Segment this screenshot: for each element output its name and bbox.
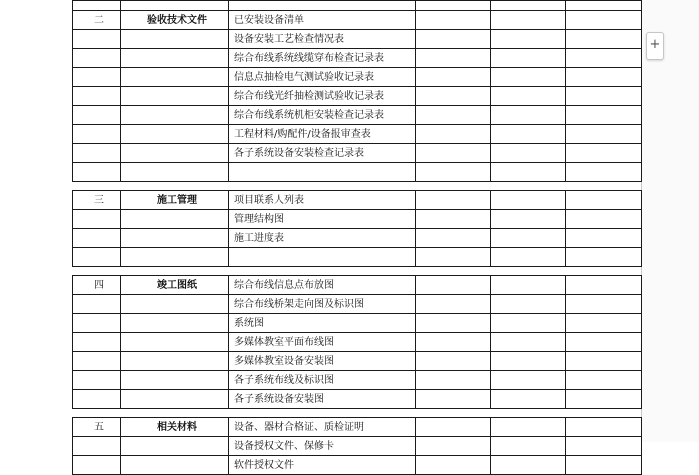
table-cell	[416, 418, 491, 437]
table-cell	[491, 11, 566, 30]
document-item: 各子系统设备安装图	[229, 390, 416, 409]
table-cell	[73, 352, 121, 371]
table-cell	[121, 144, 229, 163]
table-cell	[416, 125, 491, 144]
table-cell	[121, 437, 229, 456]
table-cell	[73, 390, 121, 409]
table-cell	[566, 418, 642, 437]
table-cell	[491, 418, 566, 437]
document-item: 综合布线系统线缆穿布检查记录表	[229, 49, 416, 68]
table-cell	[566, 87, 642, 106]
document-item: 综合布线信息点布放图	[229, 276, 416, 295]
table-row	[73, 11, 642, 30]
table-cell	[73, 163, 121, 182]
table-cell	[566, 163, 642, 182]
document-item: 各子系统设备安装检查记录表	[229, 144, 416, 163]
table-cell	[73, 456, 121, 475]
table-cell	[491, 390, 566, 409]
spacer-cell	[73, 267, 642, 276]
table-cell	[416, 352, 491, 371]
table-cell	[73, 125, 121, 144]
table-cell	[566, 191, 642, 210]
document-item: 信息点抽检电气测试验收记录表	[229, 68, 416, 87]
table-cell	[566, 352, 642, 371]
table-cell	[416, 390, 491, 409]
table-cell	[73, 210, 121, 229]
table-row	[73, 371, 642, 390]
table-cell	[566, 371, 642, 390]
table-cell	[416, 49, 491, 68]
document-item: 设备安装工艺检查情况表	[229, 30, 416, 49]
table-row	[73, 333, 642, 352]
table-cell	[229, 1, 416, 11]
document-item	[229, 248, 416, 267]
table-row	[73, 30, 642, 49]
section-number: 三	[73, 191, 121, 210]
spacer-cell	[73, 409, 642, 418]
table-cell	[121, 163, 229, 182]
table-cell	[491, 437, 566, 456]
table-row	[73, 248, 642, 267]
section-title: 验收技术文件	[121, 11, 229, 30]
section-number: 五	[73, 418, 121, 437]
table-cell	[73, 106, 121, 125]
table-cell	[566, 125, 642, 144]
table-row	[73, 314, 642, 333]
document-item: 项目联系人列表	[229, 191, 416, 210]
table-cell	[566, 49, 642, 68]
table-cell	[121, 106, 229, 125]
table-row	[73, 49, 642, 68]
section-spacer	[73, 267, 642, 276]
table-row	[73, 390, 642, 409]
table-cell	[73, 144, 121, 163]
table-cell	[416, 30, 491, 49]
table-cell	[566, 68, 642, 87]
table-cell	[491, 163, 566, 182]
table-row	[73, 276, 642, 295]
table-cell	[566, 144, 642, 163]
table-cell	[73, 229, 121, 248]
table-cell	[416, 333, 491, 352]
table-cell	[416, 144, 491, 163]
table-cell	[416, 68, 491, 87]
table-row	[73, 1, 642, 11]
table-cell	[491, 229, 566, 248]
table-cell	[491, 314, 566, 333]
table-cell	[491, 30, 566, 49]
table-cell	[73, 87, 121, 106]
document-item: 施工进度表	[229, 229, 416, 248]
table-cell	[566, 229, 642, 248]
table-cell	[73, 248, 121, 267]
table-cell	[416, 314, 491, 333]
table-cell	[121, 30, 229, 49]
table-row	[73, 163, 642, 182]
document-item: 工程材料/购配件/设备报审查表	[229, 125, 416, 144]
document-item	[229, 163, 416, 182]
table-cell	[566, 11, 642, 30]
table-row	[73, 418, 642, 437]
section-number: 四	[73, 276, 121, 295]
table-cell	[416, 1, 491, 11]
table-cell	[566, 333, 642, 352]
table-row	[73, 229, 642, 248]
table-cell	[491, 125, 566, 144]
table-cell	[491, 144, 566, 163]
table-row	[73, 125, 642, 144]
document-item: 管理结构图	[229, 210, 416, 229]
table-cell	[121, 125, 229, 144]
table-cell	[566, 276, 642, 295]
table-cell	[566, 456, 642, 475]
table-cell	[491, 1, 566, 11]
section-title: 相关材料	[121, 418, 229, 437]
table-cell	[121, 456, 229, 475]
table-cell	[491, 49, 566, 68]
table-cell	[416, 437, 491, 456]
table-cell	[416, 191, 491, 210]
table-cell	[491, 295, 566, 314]
right-gutter	[642, 0, 699, 442]
table-cell	[416, 163, 491, 182]
table-cell	[491, 248, 566, 267]
table-cell	[416, 295, 491, 314]
table-cell	[491, 371, 566, 390]
table-cell	[121, 68, 229, 87]
table-cell	[73, 49, 121, 68]
table-cell	[121, 210, 229, 229]
table-cell	[121, 49, 229, 68]
table-cell	[491, 210, 566, 229]
table-cell	[416, 229, 491, 248]
table-cell	[73, 68, 121, 87]
table-cell	[566, 210, 642, 229]
table-row	[73, 352, 642, 371]
table-cell	[73, 314, 121, 333]
section-title: 施工管理	[121, 191, 229, 210]
table-cell	[73, 295, 121, 314]
document-item: 已安装设备清单	[229, 11, 416, 30]
table-cell	[566, 248, 642, 267]
table-row	[73, 68, 642, 87]
table-row	[73, 144, 642, 163]
table-cell	[73, 1, 121, 11]
table-cell	[121, 248, 229, 267]
expand-button[interactable]: +	[646, 32, 664, 60]
table-cell	[121, 371, 229, 390]
table-cell	[566, 314, 642, 333]
spacer-cell	[73, 182, 642, 191]
table-row	[73, 191, 642, 210]
document-item: 系统图	[229, 314, 416, 333]
table-cell	[73, 333, 121, 352]
table-cell	[491, 68, 566, 87]
document-item: 多媒体教室平面布线图	[229, 333, 416, 352]
table-cell	[121, 229, 229, 248]
table-row	[73, 87, 642, 106]
document-item: 设备授权文件、保修卡	[229, 437, 416, 456]
table-cell	[121, 352, 229, 371]
table-cell	[121, 295, 229, 314]
table-cell	[416, 371, 491, 390]
table-cell	[491, 276, 566, 295]
table-cell	[121, 390, 229, 409]
table-cell	[73, 437, 121, 456]
table-cell	[491, 87, 566, 106]
table-cell	[566, 106, 642, 125]
table-cell	[416, 210, 491, 229]
table-cell	[491, 456, 566, 475]
table-cell	[566, 30, 642, 49]
table-cell	[491, 333, 566, 352]
table-cell	[566, 1, 642, 11]
section-spacer	[73, 182, 642, 191]
table-cell	[121, 87, 229, 106]
table-row	[73, 295, 642, 314]
section-number: 二	[73, 11, 121, 30]
table-cell	[491, 352, 566, 371]
table-cell	[491, 191, 566, 210]
table-cell	[416, 11, 491, 30]
table-row	[73, 106, 642, 125]
table-cell	[416, 106, 491, 125]
table-cell	[491, 106, 566, 125]
document-item: 综合布线光纤抽检测试验收记录表	[229, 87, 416, 106]
document-item: 综合布线桥架走向图及标识图	[229, 295, 416, 314]
document-item: 软件授权文件	[229, 456, 416, 475]
table-row	[73, 456, 642, 475]
document-item: 各子系统布线及标识图	[229, 371, 416, 390]
document-item: 设备、器材合格证、质检证明	[229, 418, 416, 437]
table-cell	[566, 390, 642, 409]
document-table	[72, 0, 642, 475]
table-cell	[121, 1, 229, 11]
section-spacer	[73, 409, 642, 418]
table-cell	[566, 437, 642, 456]
table-cell	[73, 371, 121, 390]
document-item: 多媒体教室设备安装图	[229, 352, 416, 371]
table-cell	[121, 314, 229, 333]
table-cell	[73, 30, 121, 49]
table-row	[73, 437, 642, 456]
table-row	[73, 210, 642, 229]
table-cell	[416, 456, 491, 475]
table-cell	[416, 87, 491, 106]
table-cell	[121, 333, 229, 352]
section-title: 竣工图纸	[121, 276, 229, 295]
document-item: 综合布线系统机柜安装检查记录表	[229, 106, 416, 125]
table-cell	[566, 295, 642, 314]
table-cell	[416, 276, 491, 295]
table-cell	[416, 248, 491, 267]
